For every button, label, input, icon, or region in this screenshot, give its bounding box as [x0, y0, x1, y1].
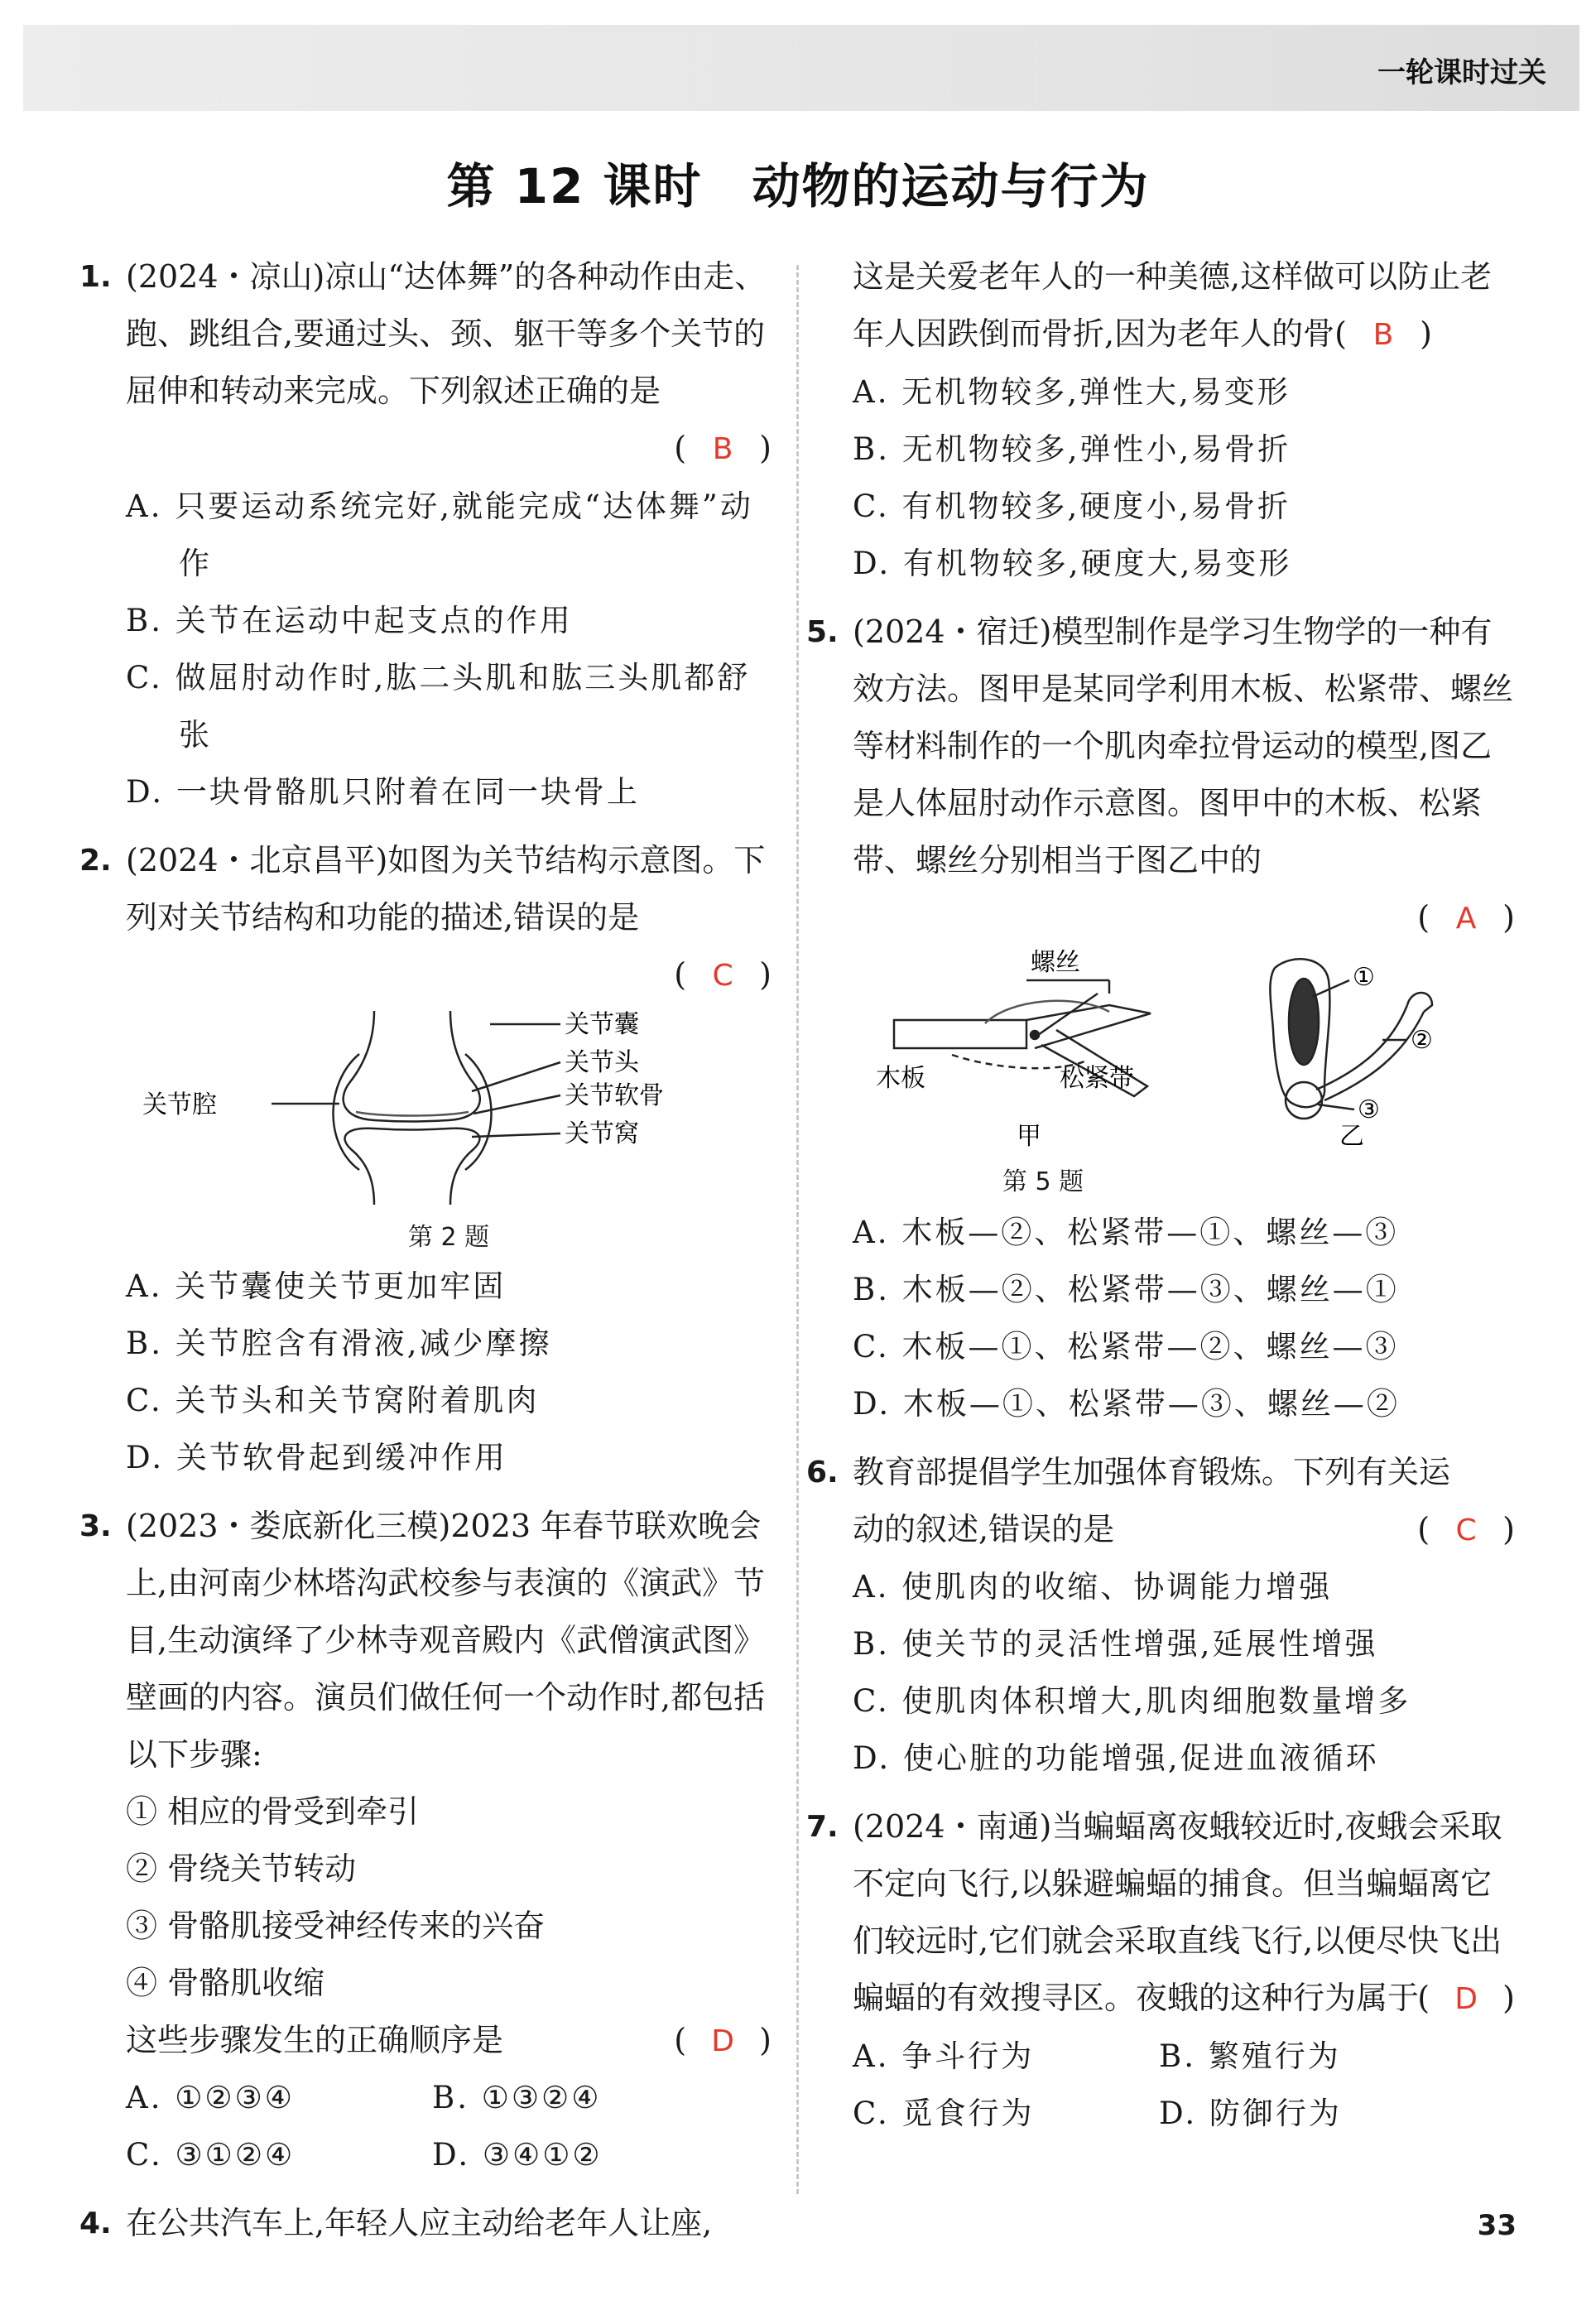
- question-2: [79, 832, 772, 1486]
- option-b: B. ①③②④: [432, 2080, 602, 2115]
- option-grid: [126, 2069, 674, 2183]
- upper-bone: [344, 1011, 480, 1122]
- leader-line: [1038, 994, 1098, 1035]
- question-number: 5.: [806, 615, 839, 649]
- option-a: A. 争斗行为: [853, 2038, 1035, 2074]
- label-jia: 甲: [1017, 1122, 1041, 1151]
- question-stem: (2024・凉山)凉山“达体舞”的各种动作由走、跑、跳组合,要通过头、颈、躯干等多个关节的屈伸和转动来完成。下列叙述正确的是: [126, 258, 767, 409]
- screw-point: [1031, 1031, 1039, 1039]
- leader-line: [474, 1095, 560, 1114]
- answer-mark: D: [711, 2024, 734, 2058]
- option-c: C. 关节头和关节窝附着肌肉: [126, 1383, 540, 1418]
- option-grid: [853, 2028, 1515, 2142]
- question-stem: (2023・娄底新化三模)2023 年春节联欢晚会上,由河南少林塔沟武校参与表演的《演武》节目,生动演绎了少林寺观音殿内《武僧演武图》壁画的内容。演员们做任何一个动作时,都包括以下步骤:: [126, 1508, 766, 1773]
- label-circle-2: ②: [1411, 1026, 1433, 1055]
- forearm-outline: [1324, 1012, 1424, 1100]
- column-divider: [796, 265, 799, 2194]
- board-left: [894, 1020, 1026, 1048]
- question-stem-part1: 在公共汽车上,年轻人应主动给老年人让座,: [126, 2205, 713, 2241]
- question-stem: (2024・南通)当蝙蝠离夜蛾较近时,夜蛾会采取不定向飞行,以躲避蝙蝠的捕食。但当蝙蝠离它们较远时,它们就会采取直线飞行,以便尽快飞出蝙蝠的有效搜寻区。夜蛾的这种行为属于: [853, 1808, 1502, 2016]
- answer-mark: C: [712, 959, 733, 993]
- option-c: C. 木板—①、松紧带—②、螺丝—③: [853, 1329, 1399, 1364]
- question-3: [79, 1498, 772, 2183]
- page-title: 第 12 课时 动物的运动与行为: [446, 158, 1150, 214]
- joint-diagram-svg: [126, 1004, 772, 1211]
- option-b: B. 无机物较多,弹性小,易骨折: [853, 431, 1291, 467]
- question-stem-part2: 这是关爱老年人的一种美德,这样做可以防止老年人因跌倒而骨折,因为老年人的骨( B ): [853, 248, 1515, 363]
- leader-line: [472, 1062, 560, 1091]
- question-4-continued: [828, 248, 1515, 592]
- leader-line: [472, 1133, 560, 1137]
- figure-caption: 第 5 题: [1002, 1167, 1084, 1196]
- question-number: 3.: [79, 1509, 112, 1543]
- question-6: [806, 1444, 1515, 1787]
- label-circle-1: ①: [1353, 963, 1375, 992]
- option-b: B. 关节在运动中起支点的作用: [126, 603, 573, 638]
- answer-mark: B: [1372, 318, 1394, 352]
- left-column: [79, 248, 772, 2264]
- cartilage-line: [356, 1112, 469, 1116]
- lower-bone: [345, 1129, 480, 1205]
- question-4-start: [79, 2195, 772, 2252]
- option-b: B. 使关节的灵活性增强,延展性增强: [853, 1626, 1378, 1662]
- label-joint-cartilage: 关节软骨: [565, 1081, 664, 1110]
- step-2: ② 骨绕关节转动: [126, 1850, 357, 1887]
- option-d: D. 有机物较多,硬度大,易变形: [853, 546, 1292, 581]
- answer-line: ( A ): [874, 889, 1515, 947]
- answer-line: ( C ): [126, 946, 772, 1004]
- step-4: ④ 骨骼肌收缩: [126, 1965, 325, 2001]
- page-number: 33: [1477, 2209, 1517, 2242]
- answer-mark: D: [1454, 1982, 1478, 2016]
- option-c: C. 有机物较多,硬度小,易骨折: [853, 488, 1291, 524]
- muscle-model-svg: [861, 947, 1490, 1162]
- stem-text: 动的叙述,错误的是: [853, 1511, 1115, 1547]
- joint-diagram: [126, 1004, 772, 1253]
- elbow-joint: [1286, 1082, 1322, 1119]
- question-number: 6.: [806, 1456, 839, 1489]
- question-number: 7.: [806, 1810, 839, 1844]
- prompt-text: 这些步骤发生的正确顺序是: [126, 2022, 504, 2058]
- option-d: D. 一块骨骼肌只附着在同一块骨上: [126, 774, 640, 810]
- option-b: B. 关节腔含有滑液,减少摩擦: [126, 1326, 552, 1361]
- answer-line: ( B ): [126, 420, 772, 478]
- label-screw: 螺丝: [1031, 948, 1080, 977]
- label-joint-cavity: 关节腔: [142, 1090, 217, 1119]
- board-top: [1026, 1005, 1151, 1048]
- option-a: A. 木板—②、松紧带—①、螺丝—③: [853, 1215, 1399, 1250]
- hand: [1407, 993, 1432, 1012]
- answer-line: ( D ): [874, 1970, 1515, 2028]
- answer-mark: A: [1455, 902, 1477, 936]
- question-number: 2.: [79, 844, 112, 878]
- leader-line: [1318, 1104, 1354, 1109]
- label-joint-capsule: 关节囊: [565, 1010, 639, 1039]
- label-circle-3: ③: [1358, 1095, 1380, 1124]
- option-d: D. 关节软骨起到缓冲作用: [126, 1440, 507, 1475]
- option-a: A. ①②③④: [126, 2080, 295, 2115]
- label-yi: 乙: [1339, 1122, 1364, 1151]
- right-column: [806, 248, 1515, 2154]
- option-c: C. ③①②④: [126, 2137, 296, 2173]
- question-7: [806, 1798, 1515, 2142]
- answer-mark: C: [1455, 1514, 1477, 1547]
- answer-mark: B: [712, 432, 733, 466]
- option-b: B. 繁殖行为: [1159, 2038, 1341, 2074]
- biceps-muscle: [1289, 979, 1319, 1065]
- question-stem: (2024・北京昌平)如图为关节结构示意图。下列对关节结构和功能的描述,错误的是: [126, 842, 766, 936]
- option-a: A. 使肌肉的收缩、协调能力增强: [853, 1569, 1333, 1605]
- question-stem-part2: [853, 1501, 1515, 1558]
- step-1: ① 相应的骨受到牵引: [126, 1793, 420, 1830]
- question-number: 1.: [79, 260, 112, 294]
- muscle-model-figure: [861, 947, 1515, 1197]
- option-d: D. ③④①②: [432, 2137, 603, 2173]
- label-joint-head: 关节头: [565, 1048, 639, 1077]
- stem-text: 这是关爱老年人的一种美德,这样做可以防止老年人因跌倒而骨折,因为老年人的骨: [853, 258, 1493, 352]
- option-d: D. 使心脏的功能增强,促进血液循环: [853, 1740, 1379, 1776]
- option-c: C. 做屈肘动作时,肱二头肌和肱三头肌都舒张: [126, 660, 751, 753]
- label-joint-socket: 关节窝: [565, 1119, 639, 1148]
- question-5: [806, 604, 1515, 1432]
- question-1: [79, 248, 772, 821]
- option-a: A. 关节囊使关节更加牢固: [126, 1268, 507, 1304]
- option-c: C. 使肌肉体积增大,肌肉细胞数量增多: [853, 1683, 1411, 1719]
- answer-line: ( C ): [1417, 1501, 1515, 1559]
- question-stem: (2024・宿迁)模型制作是学习生物学的一种有效方法。图甲是某同学利用木板、松紧带、螺丝等材料制作的一个肌肉牵拉骨运动的模型,图乙是人体屈肘动作示意图。图甲中的木板、松紧带、螺丝分别相当于图乙中的: [853, 614, 1514, 878]
- question-stem-part1: 教育部提倡学生加强体育锻炼。下列有关运: [853, 1454, 1451, 1490]
- figure-caption: 第 2 题: [407, 1223, 490, 1252]
- option-c: C. 觅食行为: [853, 2096, 1035, 2131]
- header-band: [23, 25, 1579, 111]
- step-3: ③ 骨骼肌接受神经传来的兴奋: [126, 1908, 546, 1944]
- option-d: D. 防御行为: [1159, 2096, 1342, 2131]
- question-number: 4.: [79, 2207, 112, 2240]
- option-a: A. 无机物较多,弹性大,易变形: [853, 374, 1291, 410]
- label-elastic: 松紧带: [1060, 1064, 1134, 1093]
- option-d: D. 木板—①、松紧带—③、螺丝—②: [853, 1386, 1400, 1422]
- label-board: 木板: [876, 1064, 925, 1093]
- option-a: A. 只要运动系统完好,就能完成“达体舞”动作: [126, 488, 753, 581]
- header-tag: 一轮课时过关: [1377, 56, 1546, 89]
- option-b: B. 木板—②、松紧带—③、螺丝—①: [853, 1272, 1399, 1307]
- question-prompt: [126, 2012, 772, 2069]
- answer-line: ( D ): [674, 2012, 772, 2070]
